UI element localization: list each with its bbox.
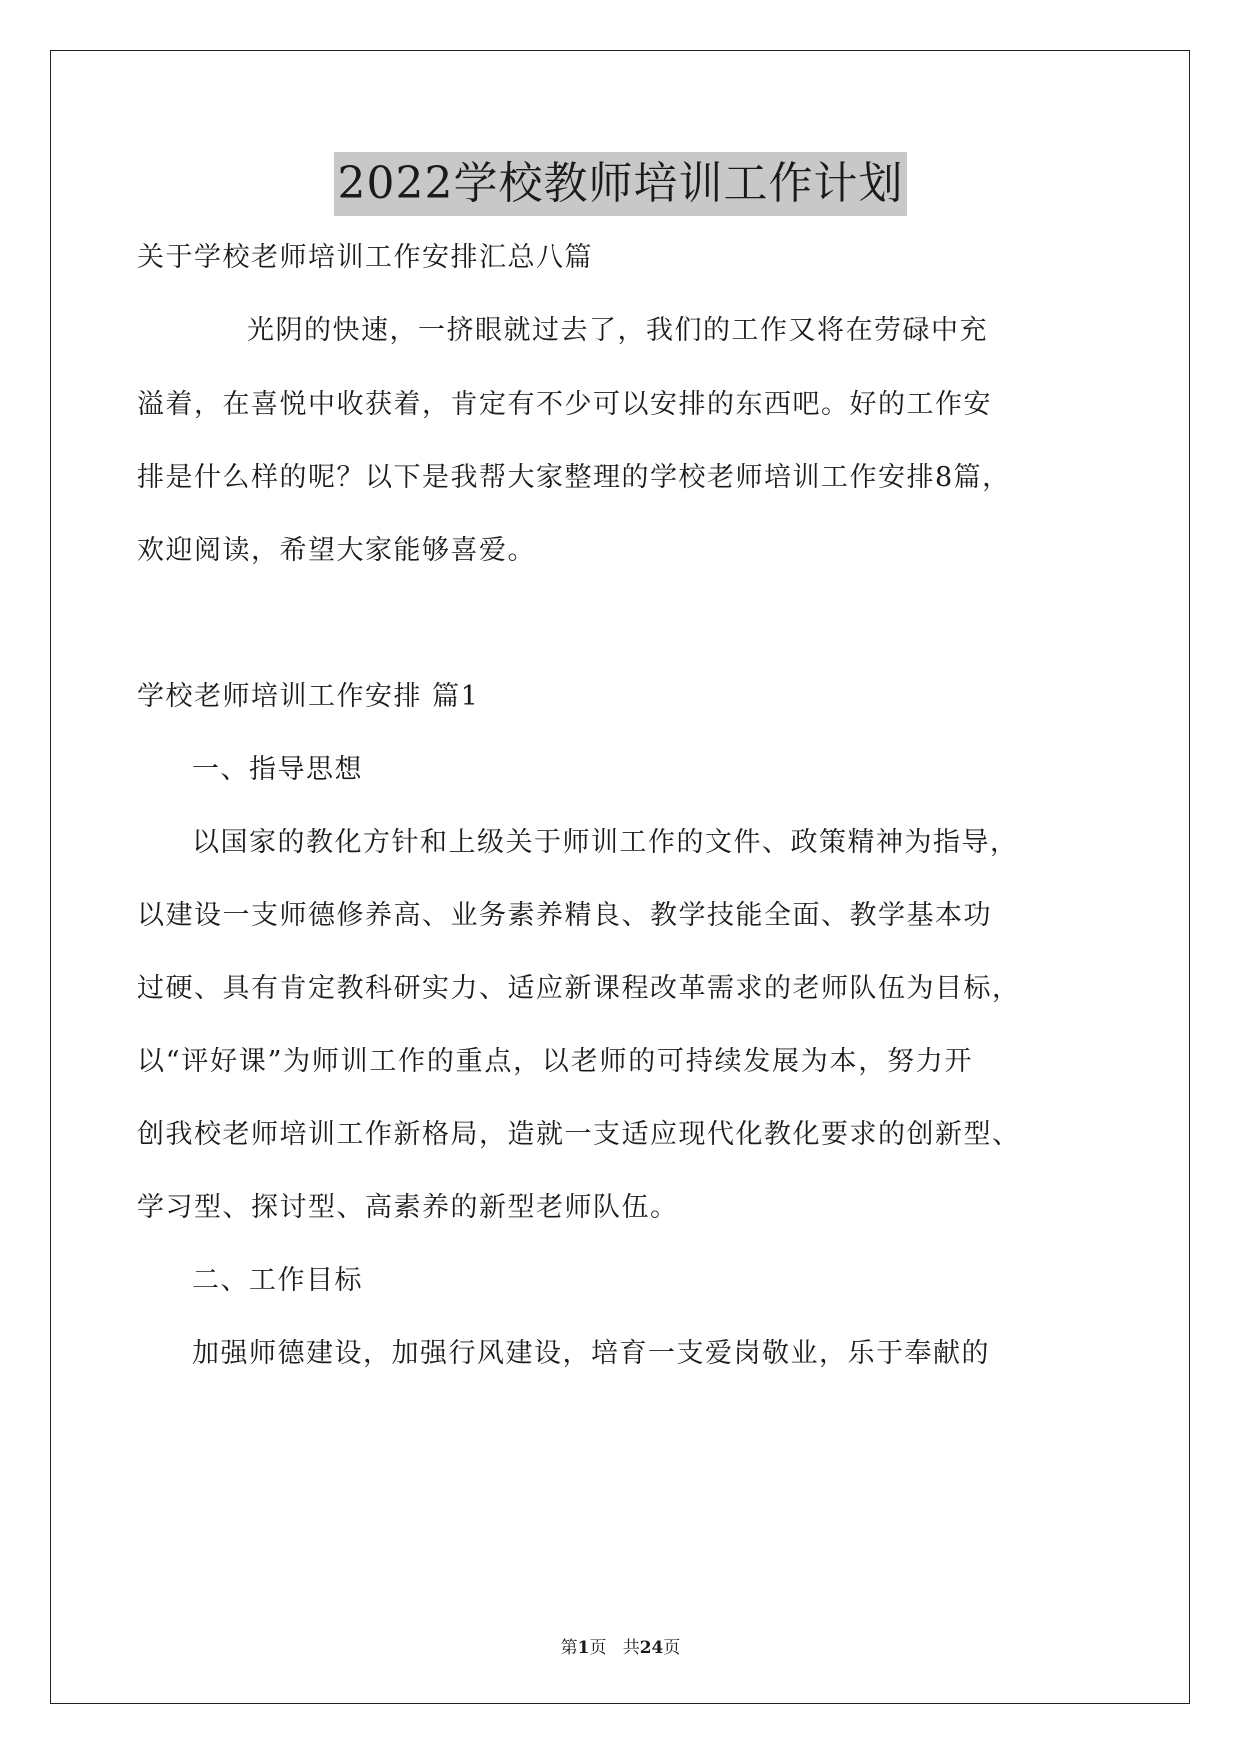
footer-total-prefix: 共 (622, 1638, 640, 1658)
para-line: 过硬、具有肯定教科研实力、适应新课程改革需求的老师队伍为目标， (137, 973, 1021, 1004)
intro-line: 排是什么样的呢？以下是我帮大家整理的学校老师培训工作安排8篇， (137, 462, 1011, 493)
intro-line: 欢迎阅读，希望大家能够喜爱。 (137, 535, 536, 566)
footer-total-pages: 24 (639, 1638, 664, 1658)
heading-guiding-thought: 一、指导思想 (192, 754, 363, 785)
intro-line: 溢着，在喜悦中收获着，肯定有不少可以安排的东西吧。好的工作安 (137, 389, 992, 420)
section-heading: 学校老师培训工作安排 篇1 (137, 681, 480, 712)
footer-page-number: 1 (577, 1638, 590, 1658)
title-wrap (0, 152, 1241, 216)
footer-total-suffix: 页 (663, 1638, 681, 1658)
para-line: 以国家的教化方针和上级关于师训工作的文件、政策精神为指导， (192, 827, 1019, 858)
para-line: 以建设一支师德修养高、业务素养精良、教学技能全面、教学基本功 (137, 900, 992, 931)
footer-page-prefix: 第 (560, 1638, 578, 1658)
document-title: 2022学校教师培训工作计划 (334, 152, 908, 216)
para-line: 以“评好课”为师训工作的重点，以老师的可持续发展为本，努力开 (137, 1046, 973, 1077)
para-line: 加强师德建设，加强行风建设，培育一支爱岗敬业，乐于奉献的 (192, 1338, 990, 1369)
intro-line: 光阴的快速，一挤眼就过去了，我们的工作又将在劳碌中充 (247, 315, 988, 346)
page-footer (0, 1636, 1241, 1660)
page-frame (50, 50, 1190, 1704)
footer-page-suffix: 页 (589, 1638, 607, 1658)
document-subtitle: 关于学校老师培训工作安排汇总八篇 (137, 242, 593, 273)
para-line: 学习型、探讨型、高素养的新型老师队伍。 (137, 1192, 679, 1223)
heading-work-goals: 二、工作目标 (192, 1265, 363, 1296)
para-line: 创我校老师培训工作新格局，造就一支适应现代化教化要求的创新型、 (137, 1119, 1021, 1150)
